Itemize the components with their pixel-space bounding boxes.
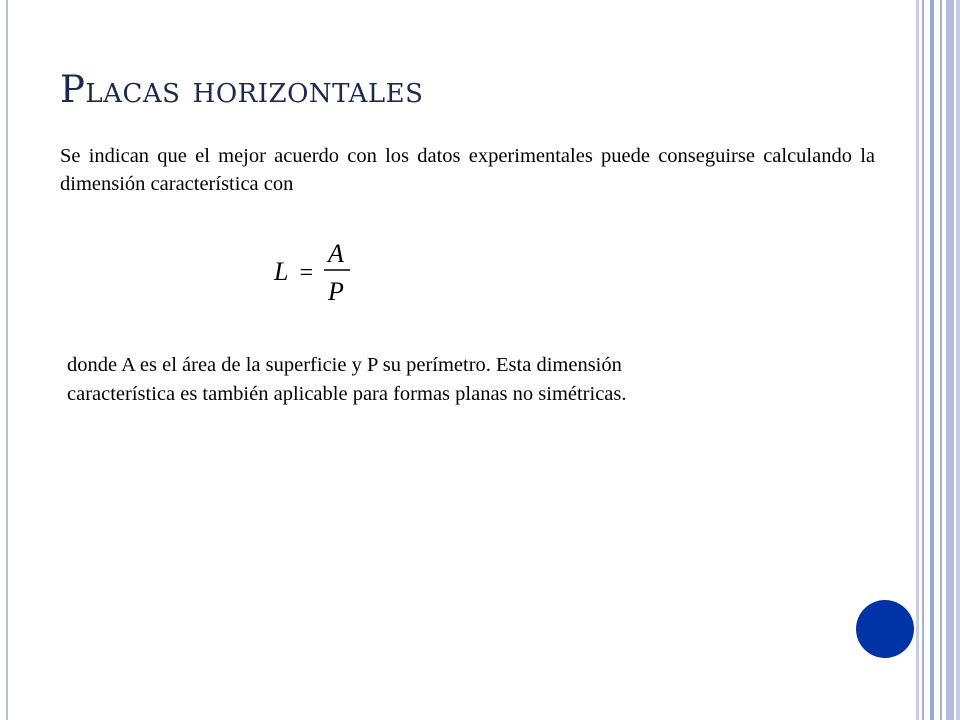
- slide-title: Placas horizontales: [60, 68, 424, 111]
- outro-line: característica es también aplicable para formas planas no simétricas.: [67, 383, 627, 405]
- left-border-line: [6, 0, 8, 720]
- intro-paragraph: Se indican que el mejor acuerdo con los datos experimentales puede conseguirse calculando la dimensión característica con: [60, 145, 875, 195]
- right-decorative-stripes: [916, 0, 960, 720]
- formula-equals: =: [298, 260, 315, 286]
- formula-lhs: L: [274, 257, 289, 286]
- stripe: [946, 0, 954, 720]
- accent-circle: [856, 600, 914, 658]
- stripe: [940, 0, 942, 720]
- stripe: [956, 0, 960, 720]
- outro-paragraph: [67, 351, 867, 409]
- outro-line: donde A es el área de la superficie y P su perímetro. Esta dimensión: [67, 354, 622, 376]
- stripe: [930, 0, 934, 720]
- formula: [268, 232, 358, 312]
- formula-denominator: P: [328, 277, 344, 306]
- stripe: [916, 0, 919, 720]
- formula-numerator: A: [328, 239, 344, 268]
- stripe: [922, 0, 924, 720]
